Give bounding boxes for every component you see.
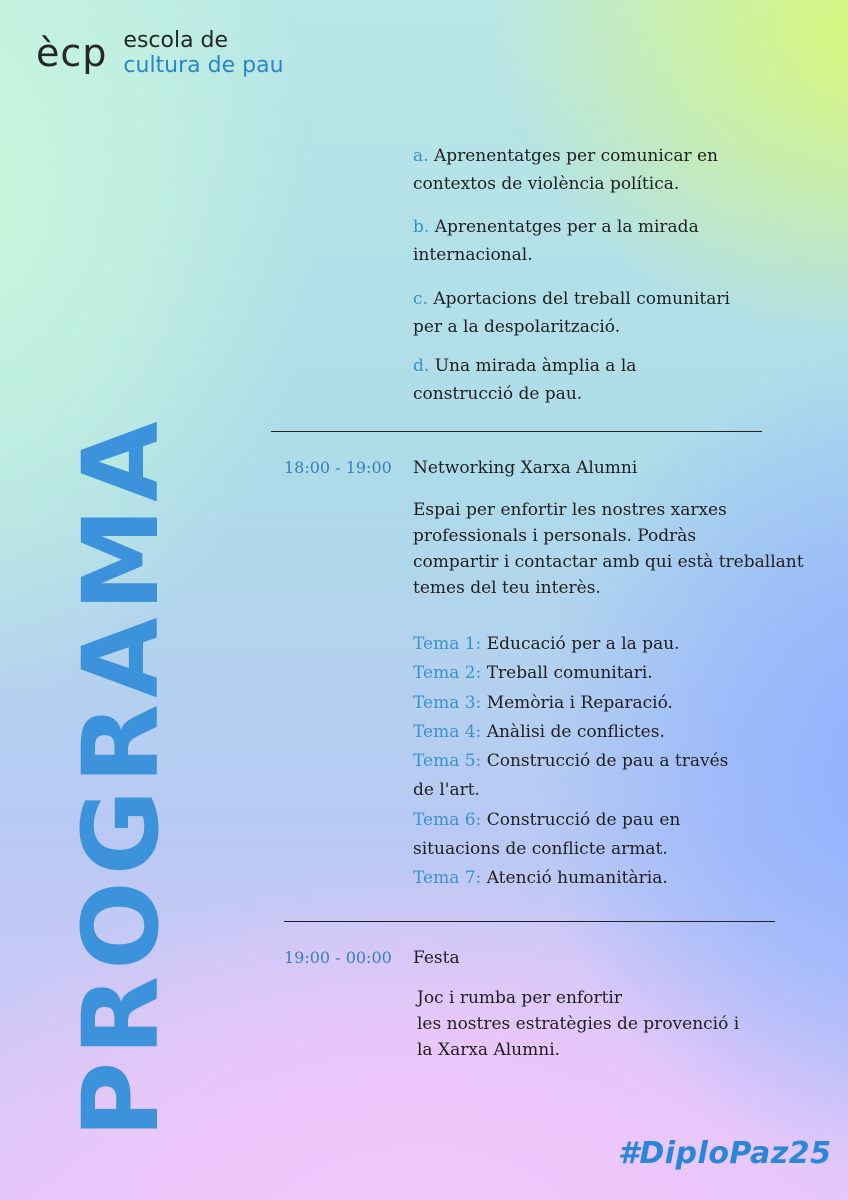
intro-item-c <box>413 285 730 341</box>
intro-letter: d. <box>413 356 430 376</box>
topic-label: Tema 1: <box>413 634 482 654</box>
intro-text: Aprenentatges per comunicar en <box>433 146 719 166</box>
topic-text: Construcció de pau a través <box>486 751 729 772</box>
logo-mark: ècp <box>36 31 108 75</box>
topic-label: Tema 3: <box>413 692 482 713</box>
intro-item-d <box>413 352 636 408</box>
divider <box>271 431 762 432</box>
description-line: temes del teu interès. <box>413 578 601 598</box>
intro-text: per a la despolarització. <box>413 317 621 337</box>
topic-text: Atenció humanitària. <box>486 868 668 889</box>
description-line: professionals i personals. Podràs <box>413 526 697 546</box>
festa-description <box>417 985 739 1063</box>
topic-text: Construcció de pau en <box>486 809 681 830</box>
programa-vertical-title: PROGRAMA <box>60 415 182 1138</box>
intro-text: Aprenentatges per a la mirada <box>434 217 699 237</box>
intro-text: contextos de violència política. <box>413 174 680 194</box>
description-line: Espai per enfortir les nostres xarxes <box>413 500 727 520</box>
hashtag: #DiploPaz25 <box>618 1136 832 1171</box>
intro-text: Una mirada àmplia a la <box>434 356 637 376</box>
description-line: la Xarxa Alumni. <box>417 1040 561 1060</box>
topic-label: Tema 7: <box>413 868 482 889</box>
topics-list <box>413 630 728 894</box>
logo-line-1: escola de <box>123 28 229 53</box>
description-line: les nostres estratègies de provenció i <box>417 1014 740 1034</box>
topic-text: Treball comunitari. <box>486 663 653 684</box>
logo <box>36 28 284 78</box>
topic-text: Memòria i Reparació. <box>486 692 673 713</box>
description-line: Joc i rumba per enfortir <box>417 988 622 1008</box>
festa-time: 19:00 - 00:00 <box>284 948 392 967</box>
logo-text <box>123 28 283 78</box>
intro-text: Aportacions del treball comunitari <box>433 289 730 309</box>
intro-item-a <box>413 142 718 198</box>
festa-title: Festa <box>413 948 460 968</box>
logo-line-2: cultura de pau <box>123 53 284 78</box>
intro-letter: c. <box>413 289 428 309</box>
intro-letter: a. <box>413 146 429 166</box>
intro-text: construcció de pau. <box>413 384 583 404</box>
networking-time: 18:00 - 19:00 <box>284 458 392 477</box>
topic-text: de l'art. <box>413 780 480 801</box>
topic-label: Tema 2: <box>413 663 482 684</box>
topic-text: situacions de conflicte armat. <box>413 839 668 860</box>
topic-label: Tema 6: <box>413 809 482 830</box>
description-line: compartir i contactar amb qui està treballant <box>413 552 804 572</box>
networking-description <box>413 497 804 601</box>
divider <box>284 921 775 922</box>
intro-letter: b. <box>413 217 430 237</box>
intro-item-b <box>413 213 699 269</box>
topic-text: Educació per a la pau. <box>486 634 680 654</box>
topic-label: Tema 5: <box>413 751 482 772</box>
intro-text: internacional. <box>413 245 533 265</box>
topic-label: Tema 4: <box>413 721 482 742</box>
networking-title: Networking Xarxa Alumni <box>413 458 638 478</box>
topic-text: Anàlisi de conflictes. <box>486 721 665 742</box>
